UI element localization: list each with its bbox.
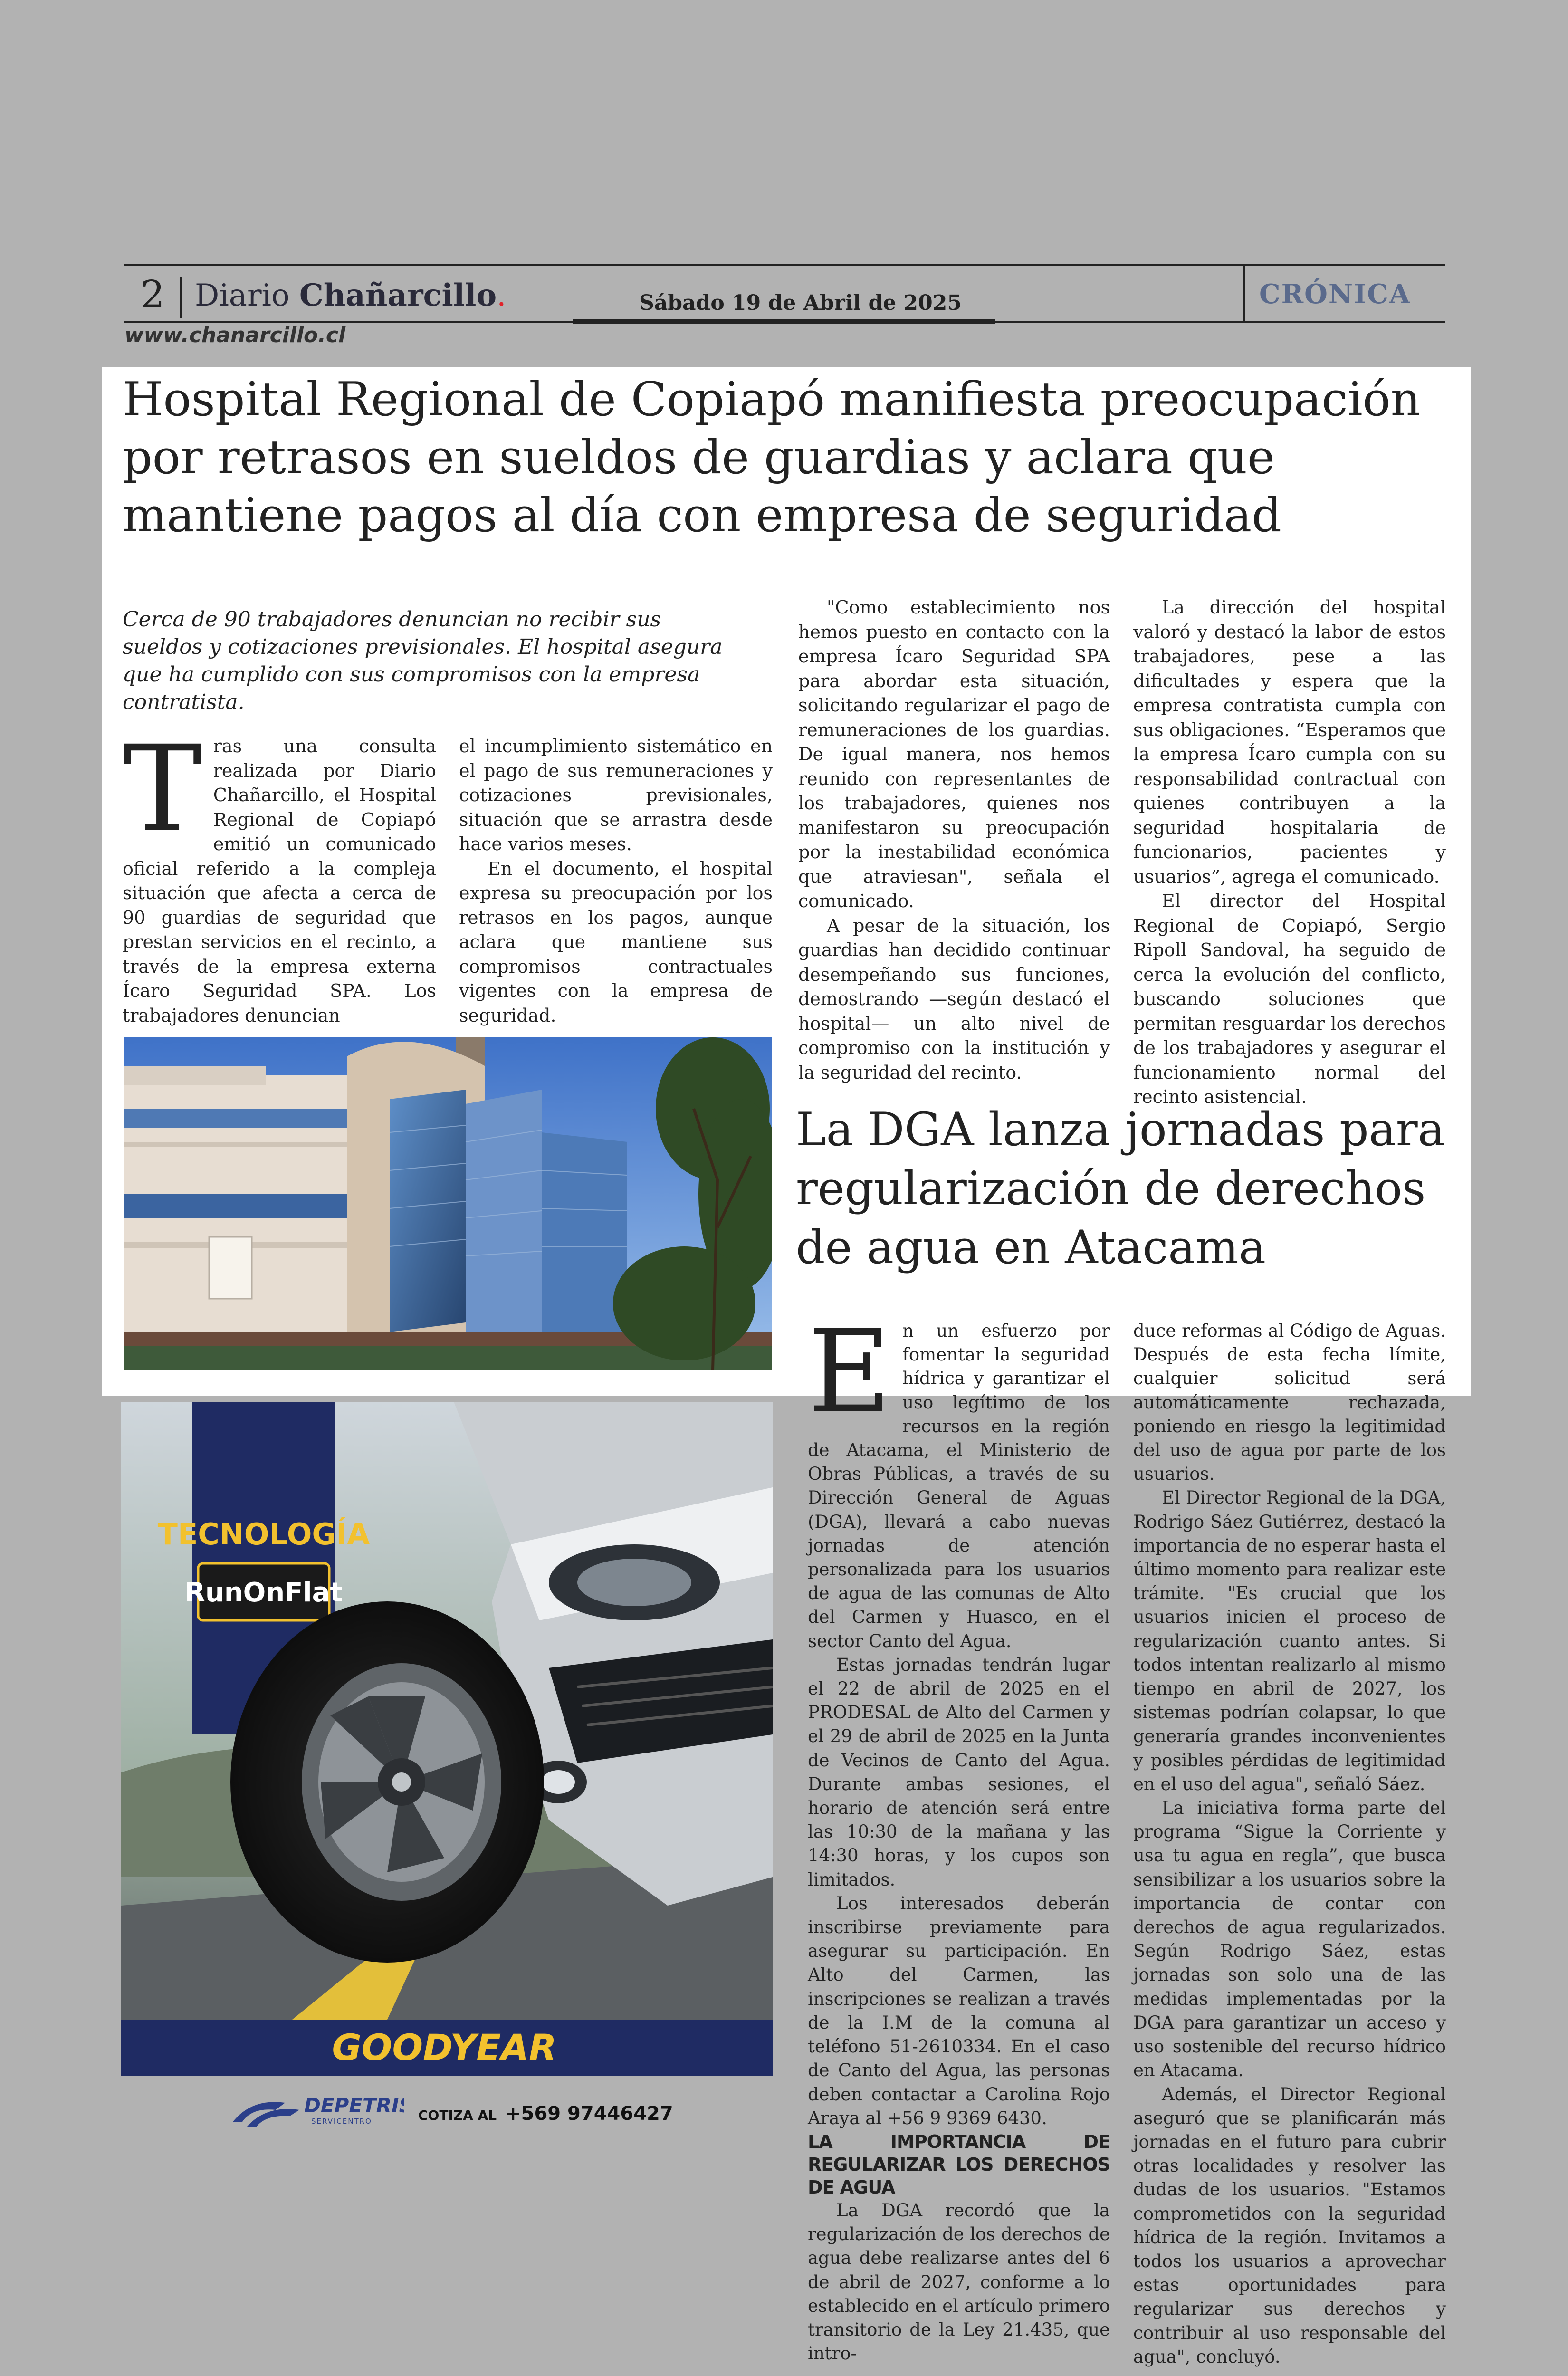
article-2-column-2 (1133, 1319, 1446, 2369)
ad-phone[interactable]: +569 97446427 (505, 2103, 673, 2125)
paragraph: n un esfuerzo por fomentar la seguridad hídrica y garantizar el uso legítimo de los recursos en la región de Atacama, el Ministerio de Obras Públicas, a través de su Dirección General de Aguas (DGA), llevará a cabo nuevas jornadas de atención personalizada para los usuarios de agua de las comunas de Alto del Carmen y Huasco, en el sector Canto del Agua. (808, 1321, 1110, 1651)
paragraph: El Director Regional de la DGA, Rodrigo Sáez Gutiérrez, destacó la importancia de no esperar hasta el último momento para realizar este trámite. "Es crucial que los usuarios inicien el proceso de regularización cuanto antes. Si todos intentan realizarlo al mismo tiempo en abril de 2027, los sistemas podrían colapsar, lo que generaría grandes inconvenientes y posibles pérdidas de legitimidad en el uso del agua", señaló Sáez. (1133, 1487, 1446, 1794)
hospital-building-image (124, 1037, 772, 1370)
paragraph: "Como establecimiento nos hemos puesto en contacto con la empresa Ícaro Seguridad SPA para abordar esta situación, solicitando regularizar el pago de remuneraciones de los guardias. De igual manera, nos hemos reunido con representantes de los trabajadores, quienes nos manifestaron su preocupación por la inestabilidad económica que atraviesan", señala el comunicado. (798, 597, 1110, 911)
dropcap-e: E (808, 1305, 891, 1438)
header-top-rule (124, 264, 1445, 266)
article-2-headline: La DGA lanza jornadas para regularización de derechos de agua en Atacama (796, 1103, 1445, 1274)
paragraph: Además, el Director Regional aseguró que se planificarán más jornadas en el futuro para cubrir otras localidades y resolver las dudas de los usuarios. "Estamos comprometidos con la seguridad hídrica de la región. Invitamos a todos los usuarios a aprovechar estas oportunidades para regularizar sus derechos y contribuir al uso responsable del agua", concluyó. (1133, 2084, 1446, 2367)
depetris-sub: SERVICENTRO (311, 2117, 372, 2126)
paragraph: ras una consulta realizada por Diario Chañarcillo, el Hospital Regional de Copiapó emitió un comunicado oficial referido a la compleja situación que afecta a cerca de 90 guardias de seguridad que prestan servicios en el recinto, a través de la empresa externa Ícaro Seguridad SPA. Los trabajadores denuncian (123, 736, 436, 1026)
paragraph: La dirección del hospital valoró y destacó la labor de estos trabajadores, pese a las dificultades y espera que la empresa contratista cumpla con sus obligaciones. “Esperamos que la empresa Ícaro cumpla con su responsabilidad contractual con quienes contribuyen a la seguridad hospitalaria de funcionarios, pacientes y usuarios”, agrega el comunicado. (1133, 597, 1446, 887)
tire-advertisement[interactable] (121, 1402, 773, 2076)
paragraph: duce reformas al Código de Aguas. Después de esta fecha límite, cualquier solicitud será automáticamente rechazada, poniendo en riesgo la legitimidad del uso de agua por parte de los usuarios. (1133, 1321, 1446, 1485)
paragraph: El director del Hospital Regional de Copiapó, Sergio Ripoll Sandoval, ha seguido de cerca la evolución del conflicto, buscando soluciones que permitan resguardar los derechos de los trabajadores y asegurar el funcionamiento normal del recinto asistencial. (1133, 891, 1446, 1107)
article-1-column-4 (1133, 595, 1446, 1110)
newspaper-name: Diario Chañarcillo. (195, 278, 507, 313)
hospital-photo (124, 1037, 772, 1370)
ad-tecnologia-text: TECNOLOGÍA (157, 1517, 370, 1552)
paragraph: Estas jornadas tendrán lugar el 22 de abril de 2025 en el PRODESAL de Alto del Carmen y el 29 de abril de 2025 en la Junta de Vecinos de Canto del Agua. Durante ambas sesiones, el horario de atención será entre las 10:30 de la mañana y las 14:30 horas, y los cupos son limitados. (808, 1654, 1110, 1890)
website-url: www.chanarcillo.cl (124, 323, 346, 347)
paragraph: La iniciativa forma parte del programa “Sigue la Corriente y usa tu agua en regla”, que busca sensibilizar a los usuarios sobre la importancia de contar con derechos de agua regularizados. Según Rodrigo Sáez, estas jornadas son solo una de las medidas implementadas por la DGA para garantizar un acceso y uso sostenible del recurso hídrico en Atacama. (1133, 1798, 1446, 2081)
depetris-logo-icon (233, 2089, 404, 2131)
paragraph: Los interesados deberán inscribirse previamente para asegurar su participación. En Alto del Carmen, las inscripciones se realizan a través de la I.M de la comuna al teléfono 51-2610334. En el caso de Canto del Agua, las personas deben contactar a Carolina Rojo Araya al +56 9 9369 6430. (808, 1893, 1110, 2128)
depetris-logo (233, 2089, 404, 2133)
ad-artwork (121, 1402, 773, 2076)
article-1-headline: Hospital Regional de Copiapó manifiesta preocupación por retrasos en sueldos de guardias y aclara que mantiene pagos al día con empresa de seguridad (123, 373, 1421, 543)
page-number: 2 (141, 272, 165, 316)
article-1-deck: Cerca de 90 trabajadores denuncian no recibir sus sueldos y cotizaciones previsionales. El hospital asegura que ha cumplido con sus compromisos con la empresa contratista. (123, 607, 723, 714)
article-2-subheading: LA IMPORTANCIA DE REGULARIZAR LOS DERECHOS DE AGUA (808, 2131, 1110, 2198)
depetris-name: DEPETRIS (304, 2094, 404, 2117)
article-2-column-1 (808, 1305, 1110, 2366)
article-1-column-1 (123, 720, 436, 1028)
header-divider-right (1243, 265, 1245, 322)
issue-date: Sábado 19 de Abril de 2025 (639, 291, 962, 315)
paragraph: En el documento, el hospital expresa su preocupación por los retrasos en los pagos, aunque aclara que mantiene sus compromisos contractuales vigentes con la empresa de seguridad. (459, 858, 773, 1026)
header-divider-left (180, 277, 182, 318)
paragraph: A pesar de la situación, los guardias han decidido continuar desempeñando sus funciones, demostrando —según destacó el hospital— un alto nivel de compromiso con la institución y la seguridad del recinto. (798, 915, 1110, 1083)
dropcap-t: T (123, 720, 202, 858)
ad-runonflat-text: RunOnFlat (184, 1577, 343, 1608)
section-label: CRÓNICA (1259, 278, 1411, 310)
article-1-column-2 (459, 734, 773, 1028)
cotiza-label: COTIZA AL (418, 2108, 497, 2123)
paragraph: el incumplimiento sistemático en el pago de sus remuneraciones y cotizaciones previsionales, situación que se arrastra desde hace varios meses. (459, 736, 773, 854)
paragraph: La DGA recordó que la regularización de los derechos de agua debe realizarse antes del 6 de abril de 2027, conforme a lo establecido en el artículo primero transitorio de la Ley 21.435, que intro- (808, 2200, 1110, 2364)
article-1-column-3 (798, 595, 1110, 1085)
ad-contact (418, 2103, 673, 2125)
goodyear-logo-text: GOODYEAR (332, 2026, 557, 2069)
